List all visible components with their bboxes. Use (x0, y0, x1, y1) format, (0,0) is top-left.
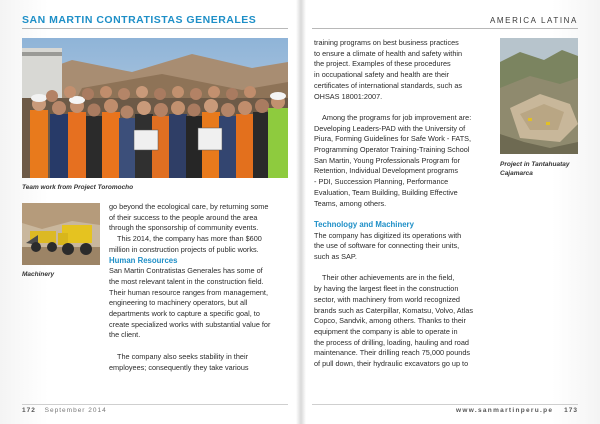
right-column-text (314, 38, 496, 370)
machinery-photo (22, 203, 100, 265)
text-line: to ensure a climate of health and safety within (314, 48, 463, 58)
machinery-photo-image (22, 203, 100, 265)
text-line: of their success to the people around the area (109, 212, 258, 222)
text-line: Programming Operator Training-Training School (314, 145, 470, 155)
text-line: by having the largest fleet in the construction (314, 284, 459, 294)
text-line: Piura, Forming Guidelines for Safe Work - FATS, (314, 134, 472, 144)
website-url: www.sanmartinperu.pe (456, 407, 554, 414)
company-title: SAN MARTIN CONTRATISTAS GENERALES (22, 14, 257, 26)
text-line: such as SAP. (314, 252, 357, 262)
right-page-header (312, 10, 578, 29)
text-line: Teams, among others. (314, 198, 387, 208)
text-line: Developing Leaders-PAD with the University of (314, 123, 466, 133)
text-line: departments work to capture a specific goal, to (109, 309, 260, 319)
right-page-number: 173 (564, 407, 578, 414)
text-line: the client. (109, 330, 141, 340)
text-line: San Martin, Young Professionals Program for (314, 155, 461, 165)
team-photo (22, 38, 288, 178)
team-photo-image (22, 38, 288, 178)
tantahuatay-caption-line1: Project in Tantahuatay (500, 161, 570, 168)
technology-machinery-heading: Technology and Machinery (314, 219, 414, 229)
text-line: certificates of international standards, such as (314, 80, 463, 90)
text-line: engineering to machinery operators, but all (109, 298, 248, 308)
text-line: sector, with machinery from world recognized (314, 294, 460, 304)
text-line: the use of software for connecting their units, (314, 241, 460, 251)
left-page-number: 172 (22, 407, 36, 414)
text-line: through the sponsorship of community events. (109, 223, 259, 233)
text-line: training programs on best business practices (314, 38, 459, 47)
text-line: maintenance. Their drilling reach 75,000 pounds (314, 348, 471, 358)
text-line: The company has digitized its operations with (314, 230, 462, 240)
text-line: in occupational safety and health are their (314, 70, 450, 80)
text-line: go beyond the ecological care, by returning some (109, 202, 269, 211)
text-line: Copco, Sandvik, among others. Thanks to their (314, 316, 466, 326)
text-line: Retention, Individual Development programs (314, 166, 458, 176)
text-line: of pull down, their hydraulic excavators go up to (314, 359, 469, 369)
text-line: Evaluation, Team Building, Building Effective (314, 187, 458, 197)
text-line: Their other achievements are in the field, (322, 273, 455, 283)
text-line: the most relevant talent in the construction field. (109, 276, 264, 286)
text-line: equipment the company is able to operate in (314, 326, 458, 336)
tantahuatay-caption-line2: Cajamarca (500, 170, 533, 177)
issue-date: September 2014 (44, 407, 107, 414)
team-photo-caption: Team work from Project Toromocho (22, 184, 134, 191)
text-line: Their human resource ranges from management, (109, 287, 268, 297)
text-line: million in construction projects of public works. (109, 244, 259, 254)
page-gutter (296, 0, 306, 424)
text-line: the process of drilling, loading, hauling and road (314, 337, 469, 347)
tantahuatay-photo (500, 38, 578, 154)
left-column-text (109, 202, 289, 373)
tantahuatay-caption (500, 160, 569, 178)
human-resources-heading: Human Resources (109, 255, 178, 265)
text-line: Among the programs for job improvement are: (322, 112, 472, 122)
machinery-caption: Machinery (22, 271, 55, 278)
text-line: - PDI, Succession Planning, Performance (314, 177, 449, 187)
text-line: create specialized works with substantial value for (109, 319, 271, 329)
text-line: the project. Examples of these procedures (314, 59, 451, 69)
text-line: employees; consequently they take various (109, 362, 249, 372)
text-line: San Martin Contratistas Generales has some of (109, 266, 263, 276)
tantahuatay-photo-image (500, 38, 578, 154)
text-line: This 2014, the company has more than $600 (117, 234, 262, 244)
text-line: OHSAS 18001:2007. (314, 91, 383, 101)
text-line: The company also seeks stability in their (117, 351, 248, 361)
section-title: AMERICA LATINA (489, 16, 578, 25)
left-page-footer (22, 404, 288, 414)
right-page-footer (312, 404, 578, 414)
left-page-header (22, 10, 288, 29)
text-line: brands such as Caterpillar, Komatsu, Volvo, Atlas (314, 305, 473, 315)
